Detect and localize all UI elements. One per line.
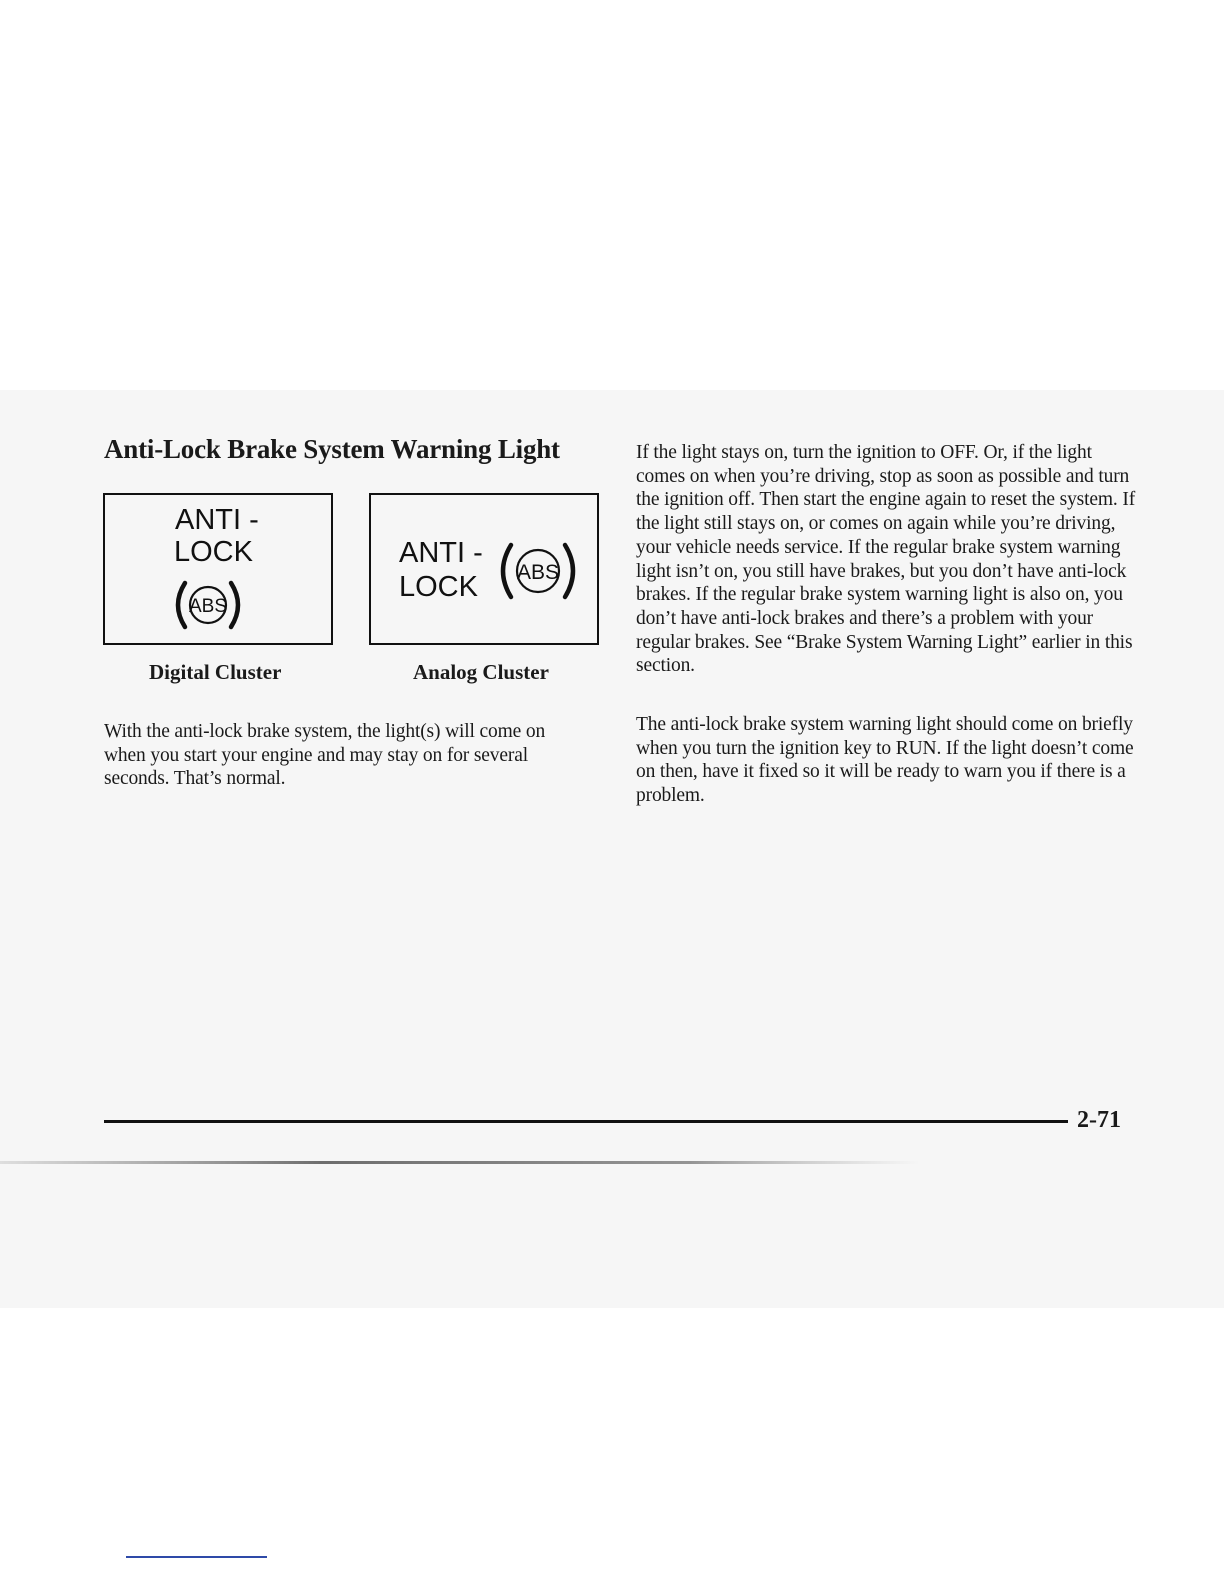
analog-anti-label: ANTI -: [399, 537, 483, 569]
bottom-accent-mark: [126, 1556, 267, 1558]
section-title: Anti-Lock Brake System Warning Light: [104, 434, 560, 464]
abs-warning-icon: [178, 583, 238, 627]
analog-cluster-illustration: [369, 493, 599, 645]
analog-abs-badge: ABS: [516, 561, 560, 584]
analog-cluster-graphic: [371, 495, 597, 643]
footer-rule: [104, 1120, 1068, 1123]
intro-paragraph: With the anti-lock brake system, the light(s) will come on when you start your engine and may stay on for several seconds. That’s normal.: [104, 721, 546, 790]
abs-warning-icon: [503, 545, 573, 597]
digital-cluster-illustration: [103, 493, 333, 645]
light-stays-on-paragraph: If the light stays on, turn the ignition to OFF. Or, if the light comes on when you’re driving, stop as soon as possible and turn the ignition off. Then start the engine again to reset the system. If the light still stays on, or comes on again while you’re driving, your vehicle needs service. If the regular brake system warning light isn’t on, you still have brakes, but you don’t have anti-lock brakes. If the regular brake system warning light is also on, you don’t have anti-lock brakes and there’s a problem with your regular brakes. See “Brake System Warning Light” earlier in this section.: [636, 442, 1136, 677]
digital-lock-label: LOCK: [174, 536, 253, 568]
page-number: 2-71: [1077, 1107, 1121, 1133]
digital-cluster-caption: Digital Cluster: [149, 660, 282, 684]
digital-cluster-graphic: [105, 495, 331, 643]
digital-anti-label: ANTI -: [175, 504, 259, 536]
digital-abs-badge: ABS: [188, 596, 228, 617]
analog-cluster-caption: Analog Cluster: [413, 660, 549, 684]
scan-artifact-line: [0, 1160, 920, 1166]
analog-lock-label: LOCK: [399, 571, 478, 603]
bulb-check-paragraph: The anti-lock brake system warning light should come on briefly when you turn the ignition key to RUN. If the light doesn’t come on then, have it fixed so it will be ready to warn you if there is a problem.: [636, 714, 1134, 807]
